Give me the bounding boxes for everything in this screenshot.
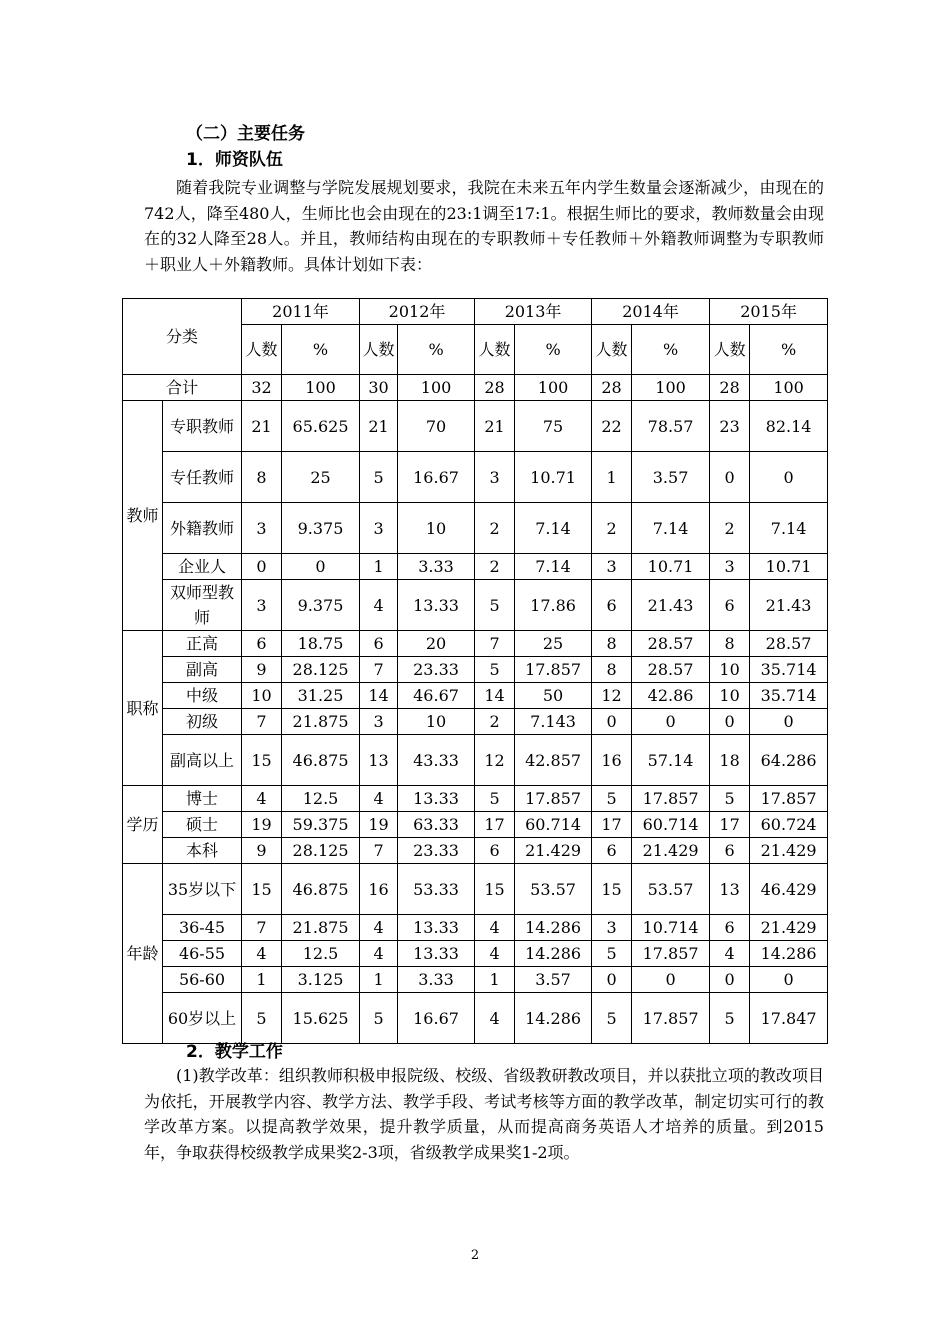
count-cell: 14 [360, 683, 398, 709]
percent-cell: 64.286 [750, 735, 828, 786]
count-cell: 4 [475, 993, 515, 1044]
count-cell: 6 [475, 838, 515, 864]
count-header: 人数 [242, 325, 282, 375]
percent-cell: 75 [515, 401, 592, 452]
percent-cell: 17.857 [515, 657, 592, 683]
count-cell: 1 [360, 967, 398, 993]
percent-cell: 15.625 [282, 993, 360, 1044]
percent-cell: 13.33 [398, 580, 475, 631]
percent-cell: 28.125 [282, 838, 360, 864]
year-header: 2014年 [592, 299, 710, 325]
percent-cell: 3.33 [398, 967, 475, 993]
percent-cell: 21.875 [282, 709, 360, 735]
row-label: 本科 [163, 838, 242, 864]
table-row [123, 812, 828, 838]
percent-cell: 0 [632, 709, 710, 735]
percent-cell: 46.875 [282, 735, 360, 786]
count-cell: 2 [475, 709, 515, 735]
subheading-faculty: 1．师资队伍 [186, 150, 283, 170]
percent-cell: 43.33 [398, 735, 475, 786]
count-cell: 6 [710, 915, 750, 941]
percent-cell: 28.57 [632, 657, 710, 683]
count-cell: 2 [475, 554, 515, 580]
count-cell: 3 [242, 503, 282, 554]
row-label: 初级 [163, 709, 242, 735]
percent-cell: 13.33 [398, 915, 475, 941]
percent-cell: 78.57 [632, 401, 710, 452]
count-cell: 4 [360, 580, 398, 631]
count-cell: 5 [360, 993, 398, 1044]
percent-cell: 21.43 [750, 580, 828, 631]
percent-cell: 10.71 [515, 452, 592, 503]
percent-cell: 7.143 [515, 709, 592, 735]
count-cell: 7 [360, 657, 398, 683]
table-row [123, 401, 828, 452]
count-cell: 7 [242, 915, 282, 941]
percent-header: % [632, 325, 710, 375]
count-cell: 15 [592, 864, 632, 915]
percent-cell: 53.57 [632, 864, 710, 915]
table-row [123, 452, 828, 503]
count-cell: 4 [242, 941, 282, 967]
count-cell: 3 [242, 580, 282, 631]
count-header: 人数 [475, 325, 515, 375]
table-row [123, 993, 828, 1044]
percent-cell: 3.57 [632, 452, 710, 503]
percent-cell: 0 [750, 967, 828, 993]
group-label: 教师 [123, 401, 163, 631]
count-cell: 21 [242, 401, 282, 452]
faculty-plan-table [122, 298, 828, 1044]
paragraph-teaching-reform: (1)教学改革：组织教师积极申报院级、校级、省级教研教改项目，并以获批立项的教改项目为依托，开展教学内容、教学方法、教学手段、考试考核等方面的教学改革，制定切实可行的教学改革方案。以提高教学效果，提升教学质量，从而提高商务英语人才培养的质量。到2015年，争取获得校级教学成果奖2-3项，省级教学成果奖1-2项。 [144, 1066, 824, 1162]
year-header: 2012年 [360, 299, 475, 325]
count-cell: 3 [592, 554, 632, 580]
table-row [123, 838, 828, 864]
count-cell: 3 [360, 503, 398, 554]
subheading-teaching: 2．教学工作 [186, 1042, 283, 1062]
row-label: 56-60 [163, 967, 242, 993]
row-label: 硕士 [163, 812, 242, 838]
percent-cell: 63.33 [398, 812, 475, 838]
count-cell: 5 [592, 941, 632, 967]
count-cell: 0 [710, 967, 750, 993]
year-header: 2011年 [242, 299, 360, 325]
count-cell: 4 [360, 786, 398, 812]
count-cell: 15 [242, 864, 282, 915]
row-label: 60岁以上 [163, 993, 242, 1044]
count-cell: 18 [710, 735, 750, 786]
percent-cell: 46.67 [398, 683, 475, 709]
count-cell: 22 [592, 401, 632, 452]
count-cell: 28 [710, 375, 750, 401]
percent-cell: 0 [632, 967, 710, 993]
percent-cell: 12.5 [282, 941, 360, 967]
percent-cell: 100 [750, 375, 828, 401]
count-cell: 3 [360, 709, 398, 735]
row-label: 博士 [163, 786, 242, 812]
count-cell: 6 [592, 838, 632, 864]
percent-cell: 18.75 [282, 631, 360, 657]
percent-cell: 7.14 [515, 503, 592, 554]
percent-cell: 14.286 [515, 915, 592, 941]
count-cell: 5 [475, 786, 515, 812]
percent-cell: 10.71 [632, 554, 710, 580]
percent-cell: 25 [515, 631, 592, 657]
count-cell: 32 [242, 375, 282, 401]
percent-cell: 60.724 [750, 812, 828, 838]
percent-cell: 17.857 [632, 941, 710, 967]
group-label: 年龄 [123, 864, 163, 1044]
count-cell: 2 [592, 503, 632, 554]
percent-cell: 60.714 [515, 812, 592, 838]
count-cell: 3 [475, 452, 515, 503]
count-cell: 4 [475, 941, 515, 967]
paragraph-faculty: 随着我院专业调整与学院发展规划要求，我院在未来五年内学生数量会逐渐减少，由现在的742人，降至480人，生师比也会由现在的23:1调至17:1。根据生师比的要求，教师数量会由现在的32人降至28人。并且，教师结构由现在的专职教师＋专任教师＋外籍教师调整为专职教师＋职业人＋外籍教师。具体计划如下表： [144, 178, 824, 274]
percent-cell: 46.429 [750, 864, 828, 915]
table-row [123, 580, 828, 631]
count-cell: 13 [360, 735, 398, 786]
count-cell: 23 [710, 401, 750, 452]
count-cell: 17 [592, 812, 632, 838]
percent-cell: 65.625 [282, 401, 360, 452]
count-cell: 28 [475, 375, 515, 401]
table-row [123, 864, 828, 915]
count-cell: 0 [242, 554, 282, 580]
count-cell: 1 [475, 967, 515, 993]
count-cell: 7 [475, 631, 515, 657]
percent-cell: 7.14 [515, 554, 592, 580]
percent-cell: 28.125 [282, 657, 360, 683]
row-label: 35岁以下 [163, 864, 242, 915]
percent-cell: 10.714 [632, 915, 710, 941]
count-cell: 5 [475, 580, 515, 631]
percent-cell: 100 [398, 375, 475, 401]
percent-cell: 82.14 [750, 401, 828, 452]
percent-cell: 100 [515, 375, 592, 401]
count-cell: 5 [710, 993, 750, 1044]
count-cell: 8 [242, 452, 282, 503]
percent-cell: 23.33 [398, 838, 475, 864]
table-row [123, 503, 828, 554]
count-cell: 9 [242, 657, 282, 683]
percent-cell: 17.857 [632, 786, 710, 812]
section-heading: （二）主要任务 [186, 124, 305, 144]
percent-header: % [398, 325, 475, 375]
count-cell: 10 [710, 657, 750, 683]
count-cell: 19 [360, 812, 398, 838]
count-cell: 3 [592, 915, 632, 941]
table-row [123, 554, 828, 580]
percent-cell: 17.857 [750, 786, 828, 812]
table-row [123, 915, 828, 941]
percent-cell: 3.57 [515, 967, 592, 993]
row-label: 外籍教师 [163, 503, 242, 554]
count-cell: 19 [242, 812, 282, 838]
percent-cell: 57.14 [632, 735, 710, 786]
percent-cell: 3.33 [398, 554, 475, 580]
count-header: 人数 [592, 325, 632, 375]
percent-cell: 100 [632, 375, 710, 401]
count-cell: 17 [710, 812, 750, 838]
percent-cell: 12.5 [282, 786, 360, 812]
count-cell: 4 [360, 941, 398, 967]
percent-cell: 13.33 [398, 786, 475, 812]
percent-cell: 100 [282, 375, 360, 401]
percent-cell: 42.857 [515, 735, 592, 786]
percent-cell: 21.875 [282, 915, 360, 941]
count-cell: 4 [242, 786, 282, 812]
count-cell: 8 [592, 631, 632, 657]
count-cell: 5 [242, 993, 282, 1044]
percent-cell: 21.429 [632, 838, 710, 864]
percent-header: % [515, 325, 592, 375]
percent-cell: 17.86 [515, 580, 592, 631]
percent-cell: 53.33 [398, 864, 475, 915]
table-row [123, 683, 828, 709]
row-label: 专任教师 [163, 452, 242, 503]
percent-cell: 0 [750, 452, 828, 503]
percent-cell: 14.286 [750, 941, 828, 967]
count-cell: 5 [592, 786, 632, 812]
percent-cell: 59.375 [282, 812, 360, 838]
percent-cell: 60.714 [632, 812, 710, 838]
count-cell: 13 [710, 864, 750, 915]
count-cell: 16 [360, 864, 398, 915]
count-cell: 5 [475, 657, 515, 683]
percent-header: % [282, 325, 360, 375]
row-label: 正高 [163, 631, 242, 657]
percent-cell: 0 [750, 709, 828, 735]
percent-cell: 0 [282, 554, 360, 580]
percent-cell: 50 [515, 683, 592, 709]
count-cell: 5 [592, 993, 632, 1044]
percent-cell: 25 [282, 452, 360, 503]
count-cell: 4 [360, 915, 398, 941]
count-cell: 0 [710, 452, 750, 503]
count-cell: 8 [710, 631, 750, 657]
row-label: 中级 [163, 683, 242, 709]
row-label: 副高以上 [163, 735, 242, 786]
percent-cell: 23.33 [398, 657, 475, 683]
row-label: 专职教师 [163, 401, 242, 452]
percent-cell: 21.429 [750, 838, 828, 864]
percent-header: % [750, 325, 828, 375]
table-row [123, 967, 828, 993]
table-row [123, 375, 828, 401]
percent-cell: 28.57 [750, 631, 828, 657]
count-cell: 1 [360, 554, 398, 580]
count-cell: 6 [360, 631, 398, 657]
table-row [123, 735, 828, 786]
percent-cell: 46.875 [282, 864, 360, 915]
count-cell: 30 [360, 375, 398, 401]
percent-cell: 14.286 [515, 941, 592, 967]
percent-cell: 28.57 [632, 631, 710, 657]
count-cell: 8 [592, 657, 632, 683]
row-label: 副高 [163, 657, 242, 683]
percent-cell: 17.857 [515, 786, 592, 812]
percent-cell: 3.125 [282, 967, 360, 993]
count-header: 人数 [710, 325, 750, 375]
percent-cell: 10 [398, 503, 475, 554]
count-cell: 6 [242, 631, 282, 657]
count-cell: 4 [710, 941, 750, 967]
count-cell: 16 [592, 735, 632, 786]
row-label: 企业人 [163, 554, 242, 580]
count-cell: 1 [242, 967, 282, 993]
count-cell: 2 [710, 503, 750, 554]
group-label: 职称 [123, 631, 163, 786]
count-cell: 14 [475, 683, 515, 709]
year-header: 2015年 [710, 299, 828, 325]
count-cell: 7 [242, 709, 282, 735]
count-cell: 9 [242, 838, 282, 864]
percent-cell: 7.14 [632, 503, 710, 554]
percent-cell: 13.33 [398, 941, 475, 967]
count-cell: 17 [475, 812, 515, 838]
count-cell: 0 [592, 967, 632, 993]
count-cell: 5 [360, 452, 398, 503]
percent-cell: 16.67 [398, 452, 475, 503]
row-label: 合计 [123, 375, 242, 401]
percent-cell: 17.857 [632, 993, 710, 1044]
percent-cell: 7.14 [750, 503, 828, 554]
page-number: 2 [470, 1248, 480, 1263]
count-cell: 15 [475, 864, 515, 915]
table-row [123, 657, 828, 683]
row-label: 46-55 [163, 941, 242, 967]
count-cell: 0 [710, 709, 750, 735]
percent-cell: 10 [398, 709, 475, 735]
count-cell: 12 [592, 683, 632, 709]
count-cell: 2 [475, 503, 515, 554]
percent-cell: 42.86 [632, 683, 710, 709]
count-cell: 3 [710, 554, 750, 580]
table-row [123, 709, 828, 735]
percent-cell: 35.714 [750, 657, 828, 683]
table-row [123, 631, 828, 657]
count-cell: 21 [360, 401, 398, 452]
percent-cell: 9.375 [282, 503, 360, 554]
group-label: 学历 [123, 786, 163, 864]
count-cell: 12 [475, 735, 515, 786]
count-cell: 15 [242, 735, 282, 786]
year-header: 2013年 [475, 299, 592, 325]
count-cell: 21 [475, 401, 515, 452]
percent-cell: 21.429 [515, 838, 592, 864]
percent-cell: 70 [398, 401, 475, 452]
count-cell: 28 [592, 375, 632, 401]
percent-cell: 17.847 [750, 993, 828, 1044]
count-cell: 0 [592, 709, 632, 735]
count-cell: 5 [710, 786, 750, 812]
count-cell: 10 [710, 683, 750, 709]
category-header: 分类 [123, 299, 242, 375]
table-row [123, 941, 828, 967]
table-header-row [123, 299, 828, 325]
table-row [123, 786, 828, 812]
percent-cell: 20 [398, 631, 475, 657]
percent-cell: 14.286 [515, 993, 592, 1044]
count-cell: 6 [710, 838, 750, 864]
percent-cell: 9.375 [282, 580, 360, 631]
percent-cell: 21.429 [750, 915, 828, 941]
count-cell: 6 [592, 580, 632, 631]
percent-cell: 35.714 [750, 683, 828, 709]
percent-cell: 53.57 [515, 864, 592, 915]
row-label: 双师型教师 [163, 580, 242, 631]
percent-cell: 16.67 [398, 993, 475, 1044]
percent-cell: 21.43 [632, 580, 710, 631]
percent-cell: 31.25 [282, 683, 360, 709]
count-cell: 4 [475, 915, 515, 941]
count-cell: 6 [710, 580, 750, 631]
count-cell: 7 [360, 838, 398, 864]
percent-cell: 10.71 [750, 554, 828, 580]
row-label: 36-45 [163, 915, 242, 941]
count-cell: 1 [592, 452, 632, 503]
count-header: 人数 [360, 325, 398, 375]
count-cell: 10 [242, 683, 282, 709]
